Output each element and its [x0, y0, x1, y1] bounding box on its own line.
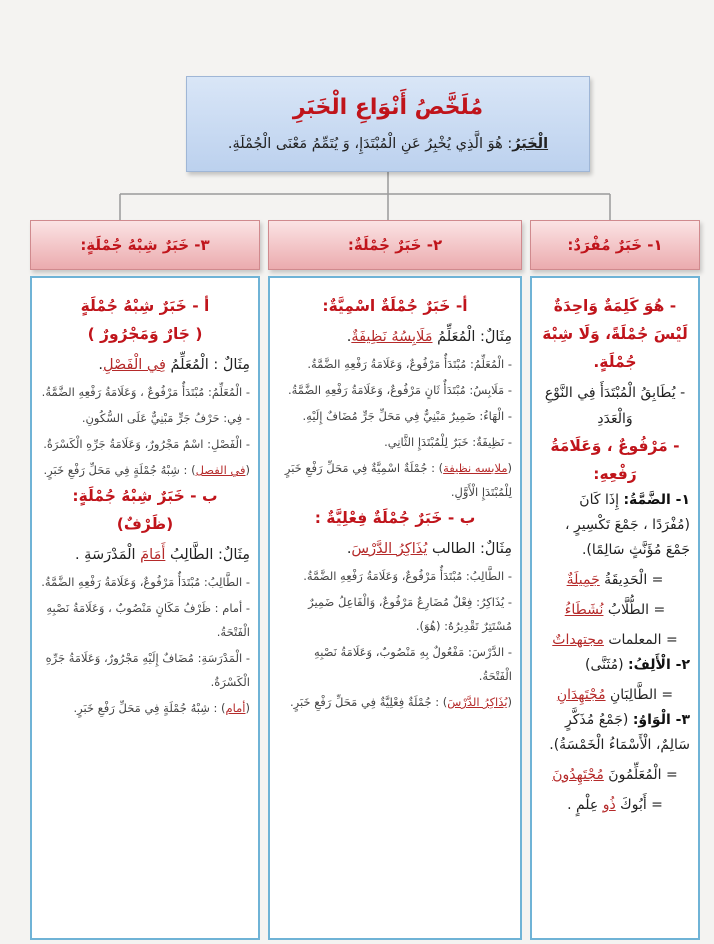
example-line: [540, 682, 690, 708]
column-shibh-jumla: [30, 276, 260, 940]
definition-term: الْخَبَرُ: [512, 136, 549, 152]
example-suffix: .: [98, 357, 103, 373]
parsing-line: - مَلَابِسُ: مُبْتَدَأٌ ثَانٍ مَرْفُوعٌ، وَعَلَامَةُ رَفْعِهِ الضَّمَّةُ.: [287, 383, 512, 397]
example-line: [540, 792, 690, 818]
example-suffix: .: [346, 541, 352, 557]
example-highlight: ملابسه نظيفة: [443, 461, 508, 475]
example-highlight: أَمَامَ: [140, 547, 166, 563]
example-highlight: يُذَاكِرُ الدَّرْسَ: [447, 695, 508, 709]
example-sentence: [40, 542, 250, 568]
example-prefix: = الْحَدِيقَةُ: [599, 572, 664, 588]
example-prefix: (: [507, 461, 512, 475]
parsing-line: - الْمَدْرَسَةِ: مُضَافٌ إِلَيْهِ مَجْرُورٌ، وَعَلَامَةُ جَرِّهِ الْكَسْرَةُ.: [45, 651, 250, 689]
example-suffix: .: [346, 329, 352, 345]
example-line: [540, 597, 690, 623]
rule-heading: ب - خَبَرٌ شِبْهُ جُمْلَةٍ:: [72, 487, 218, 505]
example-suffix: ) : شِبْهُ جُمْلَةٍ فِي مَحَلِّ رَفْعِ خَبَرٍ.: [73, 701, 226, 715]
example-prefix: (: [245, 701, 250, 715]
rule-text: - يُطَابِقُ الْمُبْتَدَأَ فِي النَّوْعِ وَالْعَدَدِ: [544, 385, 686, 427]
parsing-line: - الْمُعَلِّمُ: مُبْتَدَأٌ مَرْفُوعٌ ، وَعَلَامَةُ رَفْعِهِ الضَّمَّةُ.: [41, 385, 250, 399]
example-sentence: [278, 536, 512, 562]
parsing-line: - يُذَاكِرُ: فِعْلٌ مُضَارِعٌ مَرْفُوعٌ، وَالْفَاعِلُ ضَمِيرٌ مُسْتَتِرٌ تَقْدِيرُهُ: (هُوَ).: [308, 595, 512, 633]
example-suffix: ) : جُمْلَةٌ اسْمِيَّةٌ فِي مَحَلِّ رَفْعِ خَبَرٍ لِلْمُبْتَدَإِ الْأَوَّلِ.: [284, 461, 512, 499]
header-shibh-jumla-label: ٣- خَبَرٌ شِبْهُ جُمْلَةٍ:: [80, 236, 210, 254]
example-prefix: = المعلمات: [603, 632, 678, 648]
example-highlight: ذُو: [602, 797, 616, 813]
example-suffix: الْمَدْرَسَةِ .: [74, 547, 141, 563]
parsing-line: - نَظِيفَةٌ: خَبَرٌ لِلْمُبْتَدَإِ الثَّانِي.: [384, 435, 512, 449]
parsing-line: - أمام : ظَرْفُ مَكَانٍ مَنْصُوبٌ ، وَعَلَامَةُ نَصْبِهِ الْفَتْحَةُ.: [46, 601, 250, 639]
case-rule: [540, 488, 690, 563]
parsing-line: - الْمُعَلِّمُ: مُبْتَدَأٌ مَرْفُوعٌ، وَعَلَامَةُ رَفْعِهِ الضَّمَّةُ.: [307, 357, 512, 371]
example-highlight: مُجْتَهِدَانِ: [556, 687, 606, 703]
example-highlight: نُشَطَاءُ: [564, 602, 604, 618]
header-mufrad: [530, 220, 700, 270]
parsing-summary: [40, 458, 250, 482]
parsing-summary: [278, 456, 512, 504]
case-label: ٣- الْوَاوُ:: [632, 712, 690, 728]
column-mufrad: [530, 276, 700, 940]
header-shibh-jumla: [30, 220, 260, 270]
example-line: [540, 567, 690, 593]
example-prefix: = الطُّلَّابُ: [603, 602, 666, 618]
example-prefix: مِثَالٌ: الْمُعَلِّمُ: [432, 329, 512, 345]
example-prefix: = الْمُعَلِّمُونَ: [603, 767, 678, 783]
parsing-line: - فِي: حَرْفُ جَرٍّ مَبْنِيٌّ عَلَى السُّكُونِ.: [81, 411, 250, 425]
rule-heading: (ظَرْفٌ): [116, 515, 174, 533]
example-sentence: [40, 352, 250, 378]
rule-heading: أ - خَبَرٌ شِبْهُ جُمْلَةٍ: [80, 297, 210, 315]
example-highlight: مُجْتَهِدُونَ: [552, 767, 604, 783]
case-text: (جَمْعُ مُذَكَّرٍ سَالِمٌ، الْأَسْمَاءُ الْخَمْسَةُ).: [549, 712, 690, 753]
case-rule: [540, 708, 690, 758]
parsing-line: - الْهَاءُ: ضَمِيرٌ مَبْنِيٌّ فِي مَحَلِّ جَرٍّ مُضَافٌ إِلَيْهِ.: [302, 409, 512, 423]
rule-heading: - مَرْفُوعٌ ، وَعَلَامَةُ رَفْعِهِ:: [550, 437, 680, 483]
example-prefix: (: [507, 695, 512, 709]
parsing-line: - الْفَصْلِ: اسْمٌ مَجْرُورٌ، وَعَلَامَةُ جَرِّهِ الْكَسْرَةُ.: [43, 437, 250, 451]
rule-heading: - هُوَ كَلِمَةٌ وَاحِدَةٌ لَيْسَ جُمْلَةً، وَلَا شِبْهَ جُمْلَةٍ.: [542, 297, 688, 371]
parsing-line: - الدَّرْسَ: مَفْعُولٌ بِهِ مَنْصُوبٌ، وَعَلَامَةُ نَصْبِهِ الْفَتْحَةُ.: [314, 645, 512, 683]
header-mufrad-label: ١- خَبَرٌ مُفْرَدٌ:: [567, 236, 663, 254]
example-highlight: يُذَاكِرُ الدَّرْسَ: [351, 541, 428, 557]
case-text: إِذَا كَانَ (مُفْرَدًا ، جَمْعَ تَكْسِيرٍ ، جَمْعَ مُؤَنَّثٍ سَالِمًا).: [565, 492, 690, 558]
case-rule: [540, 653, 690, 678]
page-title: مُلَخَّصُ أَنْوَاعِ الْخَبَرِ: [292, 95, 484, 120]
definition-text: : هُوَ الَّذِي يُخْبِرُ عَنِ الْمُبْتَدَإِ، وَ يُتَمِّمُ مَعْنَى الْجُمْلَةِ.: [227, 136, 513, 152]
example-suffix: ) : جُمْلَةٌ فِعْلِيَّةٌ فِي مَحَلِّ رَفْعِ خَبَرٍ.: [289, 695, 448, 709]
example-suffix: عِلْمٍ .: [567, 797, 603, 813]
rule-heading: ( جَارٌ وَمَجْرُورٌ ): [87, 325, 203, 343]
case-text: (مُثَنَّى): [585, 657, 629, 673]
parsing-summary: [40, 696, 250, 720]
rule-heading: أ- خَبَرٌ جُمْلَةٌ اسْمِيَّةٌ:: [322, 297, 468, 315]
rule-heading: ب - خَبَرٌ جُمْلَةٌ فِعْلِيَّةٌ :: [314, 509, 476, 527]
example-prefix: مِثَالٌ: الطَّالِبُ: [165, 547, 250, 563]
example-sentence: [278, 324, 512, 350]
example-highlight: جَمِيلَةٌ: [566, 572, 600, 588]
example-highlight: مجتهداتٌ: [552, 632, 604, 648]
example-highlight: فِي الْفَصْلِ: [102, 357, 166, 373]
example-line: [540, 627, 690, 653]
parsing-summary: [278, 690, 512, 714]
example-prefix: = أَبُوكَ: [615, 797, 663, 813]
example-highlight: أمام: [225, 701, 246, 715]
parsing-line: - الطَّالِبُ: مُبْتَدَأٌ مَرْفُوعٌ، وَعَلَامَةُ رَفْعِهِ الضَّمَّةُ.: [303, 569, 512, 583]
case-label: ١- الضَّمَّةُ:: [623, 492, 690, 508]
example-prefix: = الطَّالِبَانِ: [605, 687, 674, 703]
example-suffix: ) : شِبْهُ جُمْلَةٍ فِي مَحَلِّ رَفْعِ خَبَرٍ.: [43, 463, 196, 477]
definition: [187, 136, 589, 152]
title-box: [186, 76, 590, 172]
example-prefix: مِثَالٌ : الْمُعَلِّمُ: [165, 357, 250, 373]
parsing-line: - الطَّالِبُ: مُبْتَدَأٌ مَرْفُوعٌ، وَعَلَامَةُ رَفْعِهِ الضَّمَّةُ.: [41, 575, 250, 589]
example-line: [540, 762, 690, 788]
header-jumla: [268, 220, 522, 270]
example-highlight: في الفصل: [195, 463, 246, 477]
header-jumla-label: ٢- خَبَرٌ جُمْلَةٌ:: [347, 236, 443, 254]
example-prefix: (: [245, 463, 250, 477]
column-jumla: [268, 276, 522, 940]
example-highlight: مَلَابِسُهُ نَظِيفَةٌ: [351, 329, 433, 345]
case-label: ٢- الْأَلِفُ:: [628, 657, 690, 673]
example-prefix: مِثَالٌ: الطالب: [427, 541, 512, 557]
